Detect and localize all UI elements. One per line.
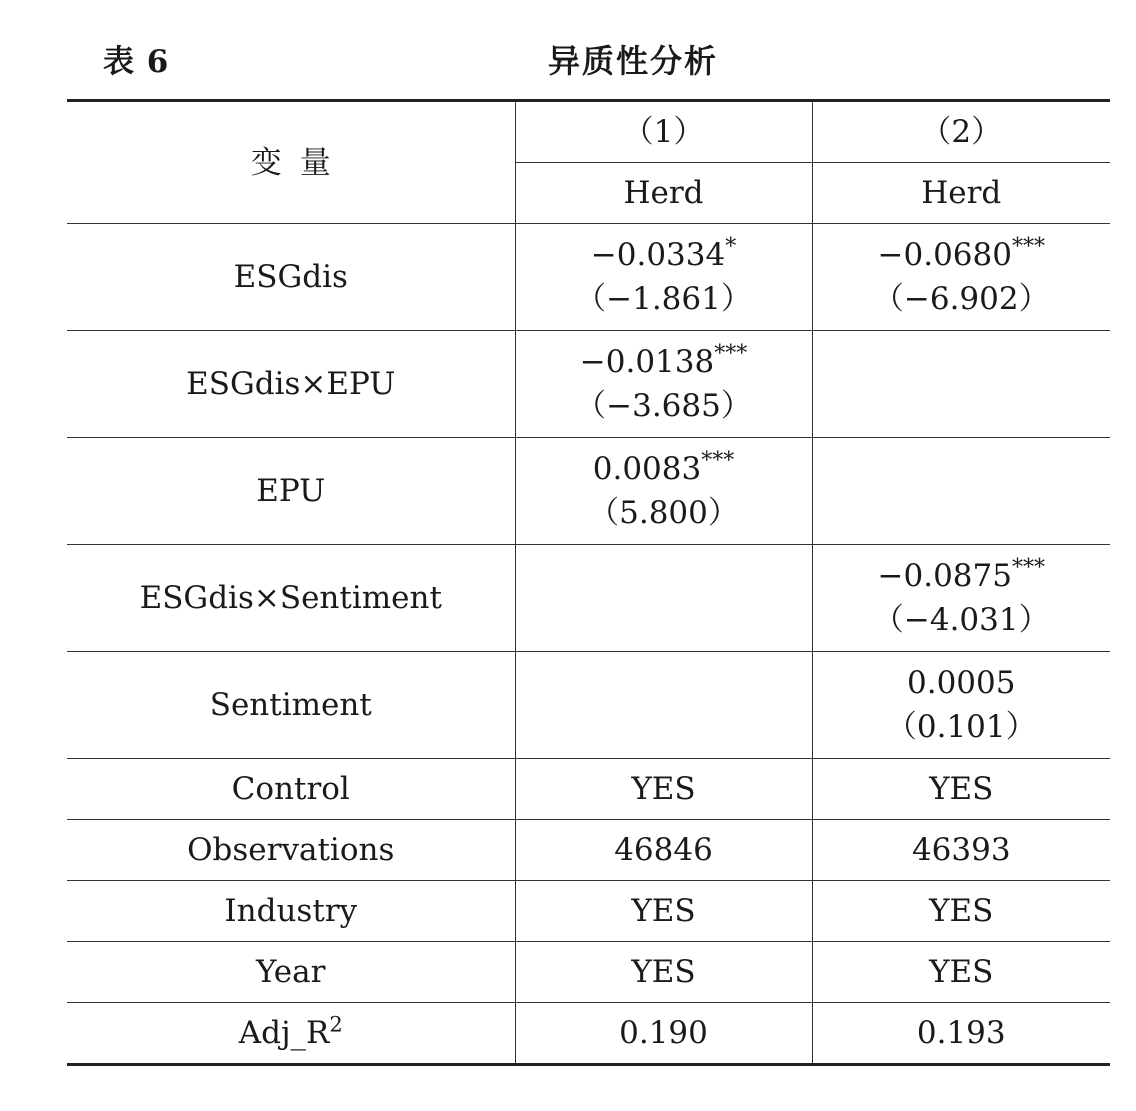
table-row: [67, 1003, 1110, 1065]
value-cell: YES: [812, 942, 1110, 1003]
table-row: [67, 652, 1110, 759]
table-row: [67, 331, 1110, 438]
empty-cell: [812, 438, 1110, 545]
adj-r2-label: Adj_R: [238, 1015, 330, 1051]
value-cell: 0.193: [812, 1003, 1110, 1065]
column-2-number: （2）: [812, 101, 1110, 163]
value-cell: 46393: [812, 820, 1110, 881]
value-cell: YES: [515, 942, 812, 1003]
coef-value: 0.0005: [907, 665, 1016, 701]
row-label: Industry: [67, 881, 515, 942]
coef-cell: [515, 331, 812, 438]
significance-stars: ***: [701, 448, 735, 474]
t-stat: （5.800）: [588, 495, 739, 531]
table-caption: [0, 36, 1136, 86]
value-cell: YES: [515, 881, 812, 942]
empty-cell: [515, 652, 812, 759]
value-cell: 0.190: [515, 1003, 812, 1065]
empty-cell: [812, 331, 1110, 438]
row-label: Observations: [67, 820, 515, 881]
coef-cell: [515, 438, 812, 545]
column-1-depvar: Herd: [515, 163, 812, 224]
significance-stars: ***: [714, 341, 748, 367]
row-label: Year: [67, 942, 515, 1003]
coef-value: 0.0083: [592, 451, 702, 487]
row-label: Control: [67, 759, 515, 820]
coef-value: −0.0334: [590, 237, 726, 273]
coef-cell: [812, 545, 1110, 652]
variable-header-cell: [67, 101, 515, 224]
row-label: ESGdis×EPU: [67, 331, 515, 438]
row-label: ESGdis: [67, 224, 515, 331]
table-row: [67, 881, 1110, 942]
row-label: ESGdis×Sentiment: [67, 545, 515, 652]
coef-cell: [515, 224, 812, 331]
table-row: [67, 224, 1110, 331]
coef-value: −0.0875: [877, 558, 1012, 594]
significance-stars: *: [725, 234, 737, 260]
coef-value: −0.0138: [579, 344, 715, 380]
value-cell: YES: [812, 881, 1110, 942]
t-stat: （−3.685）: [575, 388, 752, 424]
header-row-numbers: [67, 101, 1110, 163]
variable-header-label: 变量: [250, 144, 349, 181]
table-title: 异质性分析: [548, 42, 719, 80]
significance-stars: ***: [1011, 234, 1045, 260]
regression-table: [67, 99, 1110, 1066]
table-number: 表 6: [103, 44, 170, 80]
table-row: [67, 545, 1110, 652]
t-stat: （−6.902）: [872, 281, 1050, 317]
column-2-depvar: Herd: [812, 163, 1110, 224]
coef-value: −0.0680: [877, 237, 1012, 273]
adj-r2-power: 2: [329, 1012, 343, 1037]
column-1-number: （1）: [515, 101, 812, 163]
value-cell: YES: [515, 759, 812, 820]
empty-cell: [515, 545, 812, 652]
row-label: EPU: [67, 438, 515, 545]
coef-cell: [812, 652, 1110, 759]
significance-stars: ***: [1011, 555, 1045, 581]
row-label: [67, 1003, 515, 1065]
table-row: [67, 820, 1110, 881]
row-label: Sentiment: [67, 652, 515, 759]
table-row: [67, 942, 1110, 1003]
t-stat: （0.101）: [885, 709, 1037, 745]
value-cell: 46846: [515, 820, 812, 881]
t-stat: （−4.031）: [872, 602, 1050, 638]
coef-cell: [812, 224, 1110, 331]
table-row: [67, 759, 1110, 820]
table-row: [67, 438, 1110, 545]
value-cell: YES: [812, 759, 1110, 820]
t-stat: （−1.861）: [575, 281, 752, 317]
